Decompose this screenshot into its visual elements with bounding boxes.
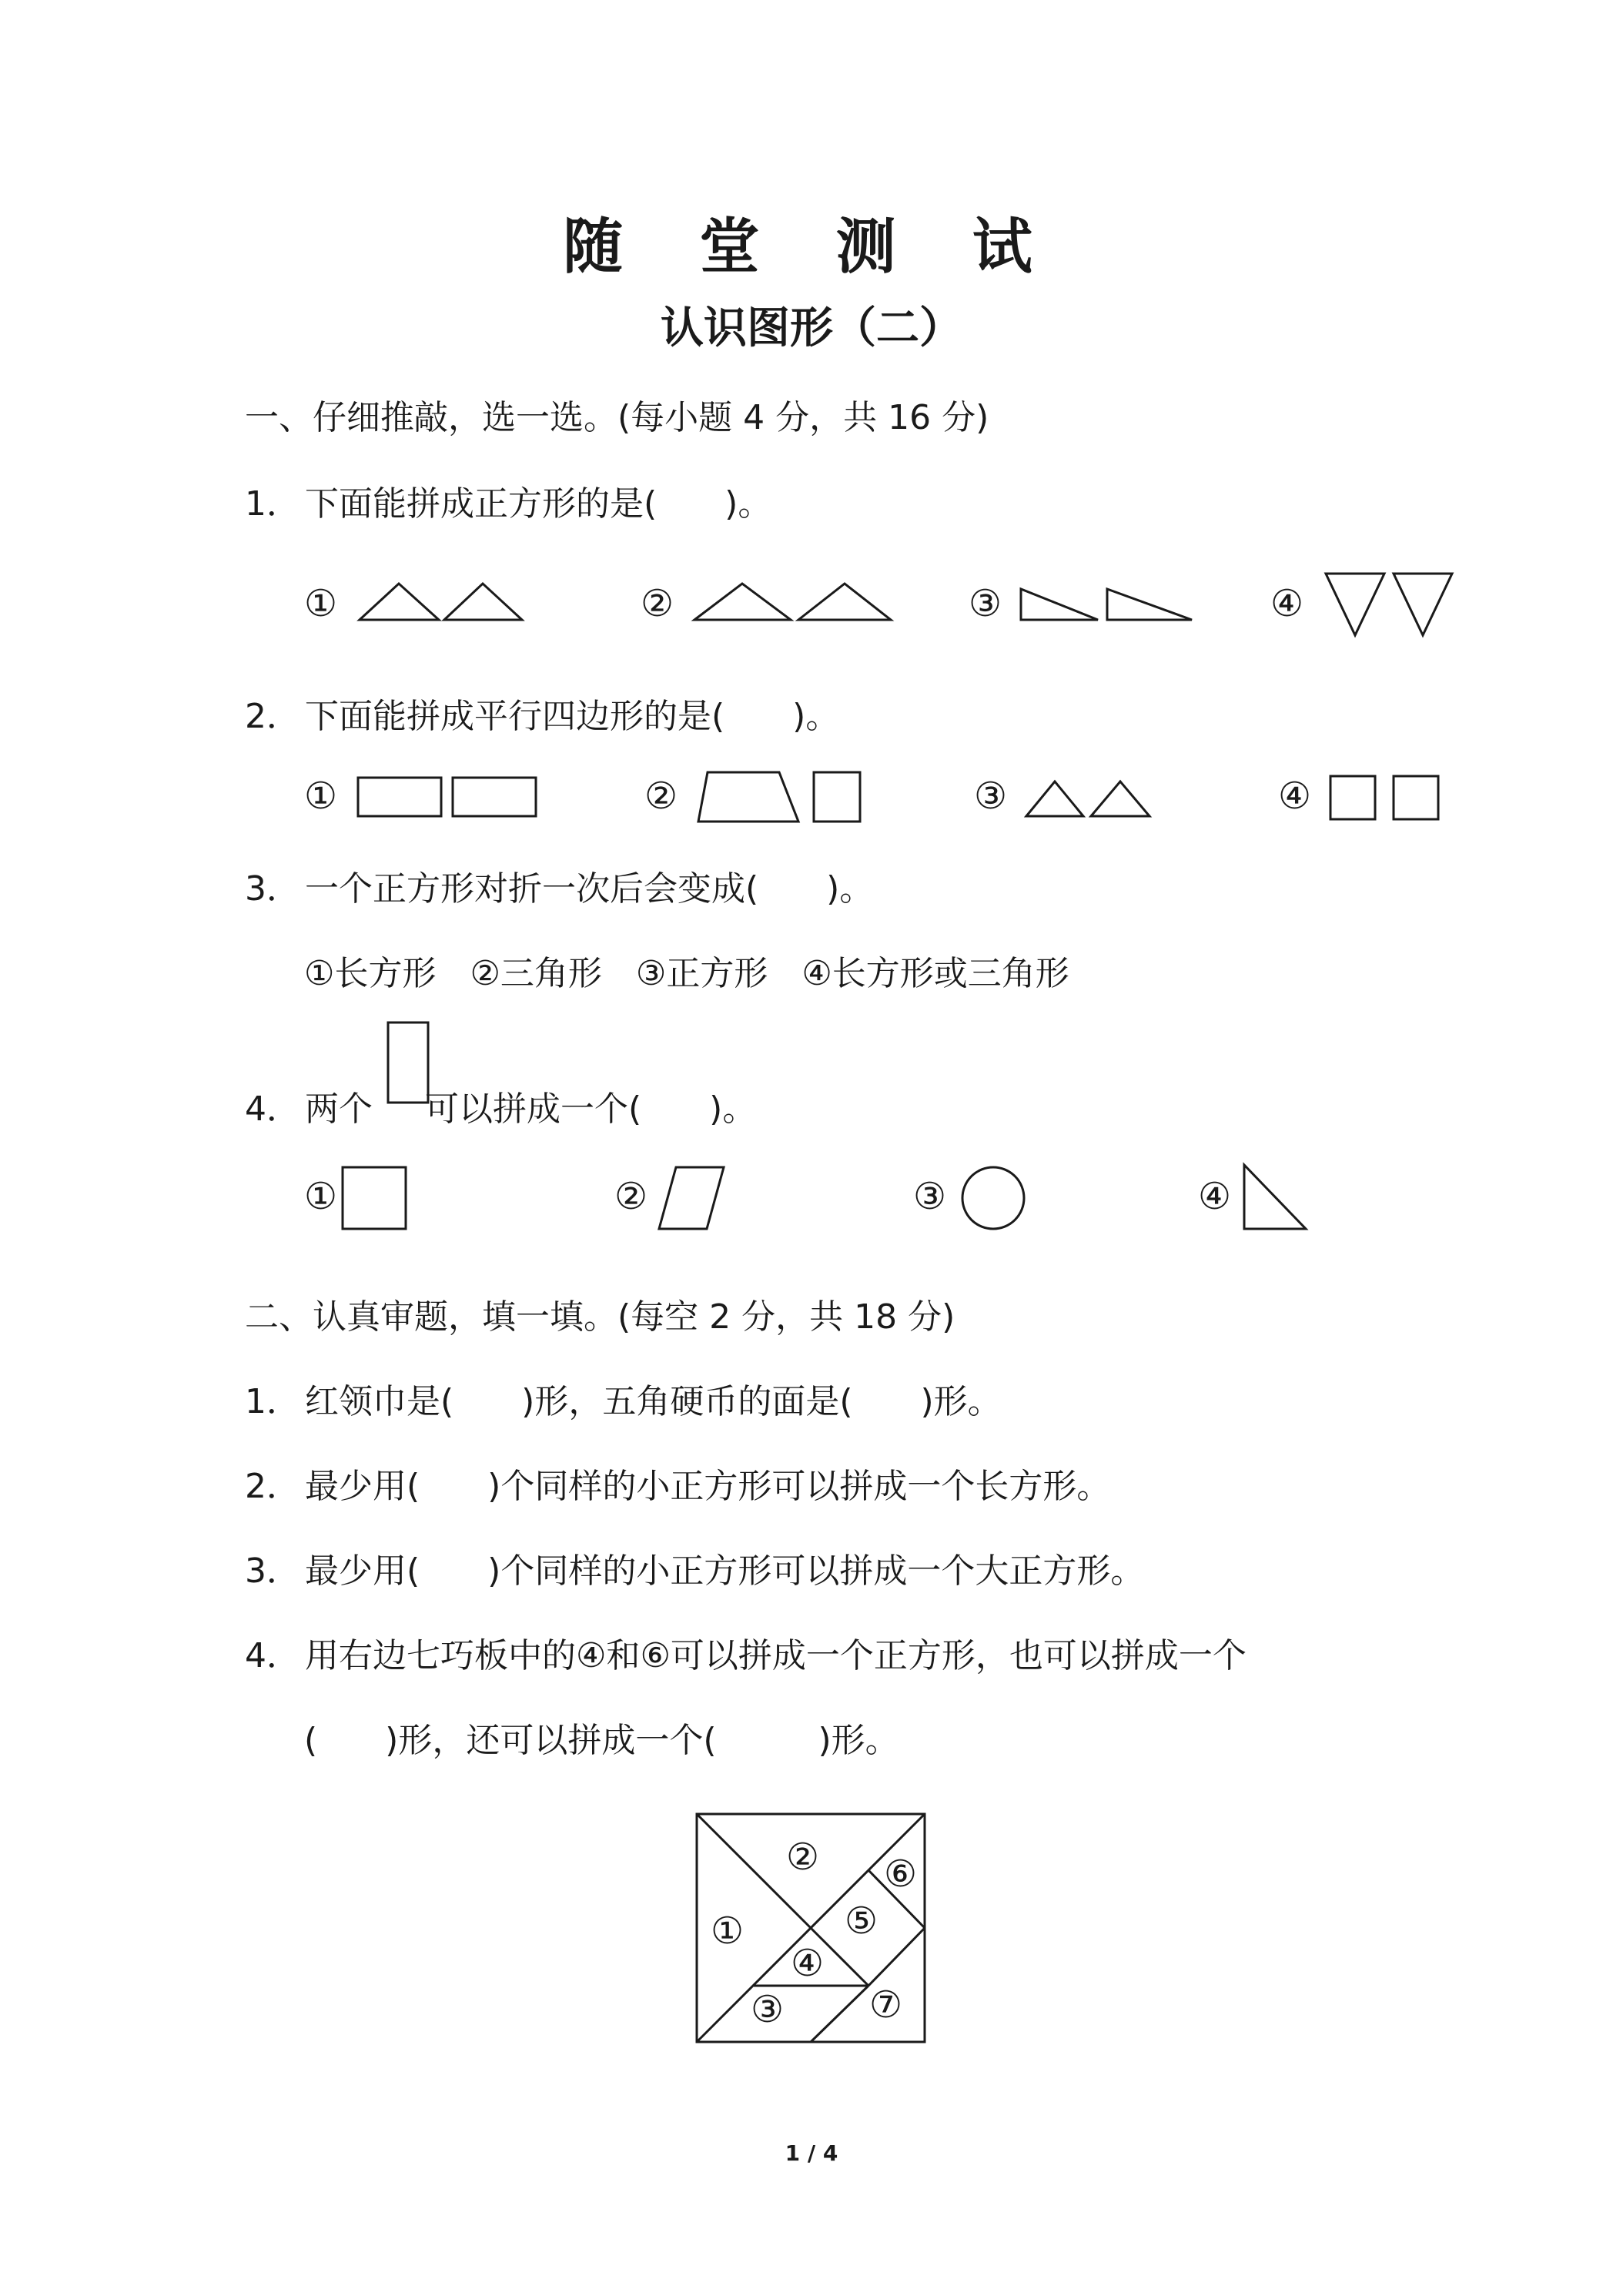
option-label: ② [641,582,674,625]
option-label: ① [304,775,338,818]
triangle-shape [444,584,522,620]
parallelogram-shape [659,1167,724,1229]
question-number: 4． [245,1636,300,1675]
question-number: 2． [245,697,300,736]
s1-q2 [245,688,839,738]
question-number: 2． [245,1467,300,1506]
option-label: ④ [1278,775,1312,818]
s1-q2-option-3[interactable] [974,770,1166,824]
triangle-shape [1394,574,1452,635]
triangle-shape [798,584,891,620]
right-triangle-shape [1021,589,1098,620]
tangram-figure [695,1812,926,2043]
triangle-shape [1026,782,1083,816]
tangram-label-5: ⑤ [845,1899,878,1943]
tangram-label-6: ⑥ [884,1853,918,1896]
s1-q3 [245,861,873,910]
s1-q2-option-2[interactable] [644,766,868,828]
s2-q1 [245,1374,1002,1423]
s1-q4-option-3[interactable] [913,1161,1036,1234]
question-text: 最少用( )个同样的小正方形可以拼成一个大正方形。 [305,1551,1145,1591]
triangle-shape [694,584,791,620]
square-shape [343,1167,406,1229]
question-text: 下面能拼成正方形的是( )。 [305,484,772,524]
question-number: 4． [245,1089,300,1129]
rectangle-shape [388,1022,428,1103]
section1-header: 一、仔细推敲，选一选。(每小题 4 分，共 16 分) [245,398,989,437]
s1-q1-option-4[interactable] [1270,570,1463,639]
s2-q4 [245,1628,1247,1677]
option-label: ③ [913,1175,947,1218]
s1-q1 [245,476,771,525]
square-shape [1394,776,1438,819]
rectangle-shape [453,778,536,816]
square-shape [1330,776,1375,819]
option-label: ④ [1198,1175,1232,1218]
option-label: ③ [974,775,1008,818]
triangle-shape [1091,782,1149,816]
question-text: 用右边七巧板中的④和⑥可以拼成一个正方形，也可以拼成一个 [305,1636,1247,1675]
s1-q1-option-1[interactable] [304,570,527,639]
question-text: 下面能拼成平行四边形的是( )。 [305,697,840,736]
tangram-label-2: ② [786,1836,820,1879]
s2-q2 [245,1458,1110,1508]
question-text: 红领巾是( )形，五角硬币的面是( )形。 [305,1382,1002,1421]
s1-q4 [245,1081,756,1130]
page-subtitle: 认识图形（二） [661,303,962,353]
s1-q1-option-2[interactable] [641,570,895,639]
triangle-shape [360,584,439,620]
s1-q4-rectangle-figure [385,1020,433,1106]
page-title: 随 堂 测 试 [563,213,1060,282]
option-label: ② [644,775,678,818]
s1-q2-option-4[interactable] [1278,770,1447,824]
trapezoid-shape [698,772,798,822]
option-label: ③ [969,582,1002,625]
right-triangle-shape [1107,589,1192,620]
tangram-label-4: ④ [791,1942,825,1985]
question-text-before: 两个 [305,1089,373,1129]
question-number: 1． [245,1382,300,1421]
rectangle-shape [358,778,441,816]
s1-q2-option-1[interactable] [304,770,543,824]
s2-q3 [245,1543,1144,1592]
s2-q4-line2: ( )形，还可以拼成一个( )形。 [304,1721,899,1760]
option-label: ① [304,1175,338,1218]
square-shape [814,772,860,822]
s1-q4-option-4[interactable] [1198,1161,1313,1232]
question-text: 最少用( )个同样的小正方形可以拼成一个长方形。 [305,1467,1111,1506]
s1-q4-option-2[interactable] [614,1161,730,1230]
circle-shape [962,1167,1024,1229]
question-number: 3． [245,1551,300,1591]
question-text: 一个正方形对折一次后会变成( )。 [305,869,874,909]
tangram-label-7: ⑦ [869,1983,903,2027]
option-label: ② [614,1175,648,1218]
question-number: 3． [245,869,300,909]
option-label: ① [304,582,338,625]
s1-q1-option-3[interactable] [969,570,1200,639]
s1-q3-options: ①长方形 ②三角形 ③正方形 ④长方形或三角形 [304,954,1069,993]
question-number: 1． [245,484,300,524]
option-label: ④ [1270,582,1304,625]
question-text-after: 可以拼成一个( )。 [425,1089,757,1129]
triangle-shape [1326,574,1384,635]
tangram-label-3: ③ [751,1988,785,2031]
section2-header: 二、认真审题，填一填。(每空 2 分，共 18 分) [245,1297,955,1337]
right-triangle-shape [1244,1165,1306,1229]
page-number: 1 / 4 [785,2140,838,2166]
s1-q4-option-1[interactable] [304,1161,420,1230]
tangram-label-1: ① [711,1909,745,1953]
